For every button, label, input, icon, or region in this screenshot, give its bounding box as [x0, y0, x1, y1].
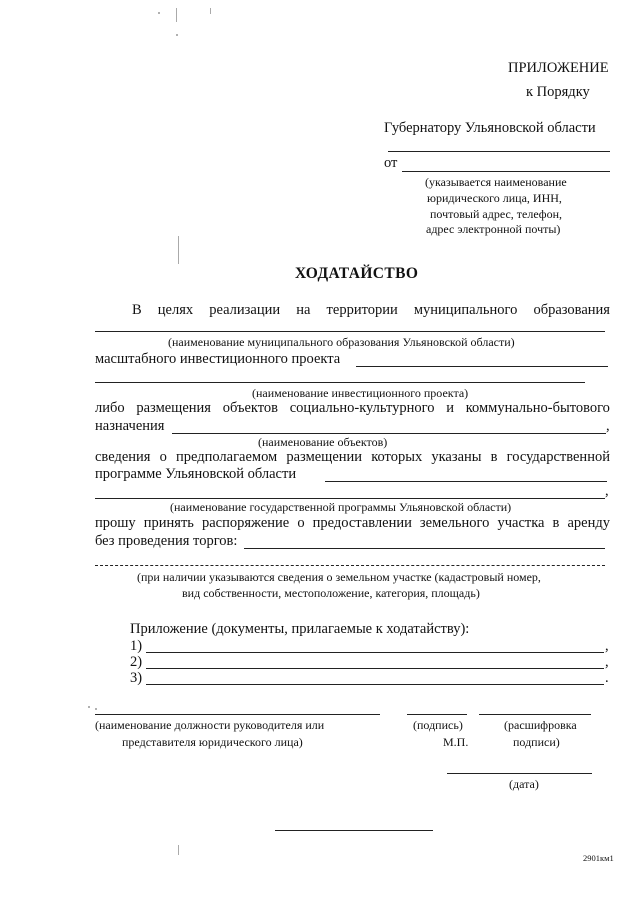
scan-mark	[178, 845, 179, 855]
date-hint: (дата)	[509, 777, 539, 791]
placement-word: размещения	[136, 400, 211, 416]
placement-label: назначения	[95, 418, 165, 434]
program-label: программе Ульяновской области	[95, 466, 297, 482]
position-line	[95, 714, 380, 715]
info-word: о	[159, 449, 167, 465]
program-line-1	[325, 481, 607, 482]
placement-word: социально-культурного	[289, 400, 435, 416]
document-code: 2901км1	[583, 853, 614, 863]
placement-word: и	[446, 400, 454, 416]
land-hint-1: (при наличии указываются сведения о земельном участке (кадастровый номер,	[137, 570, 541, 584]
comma: ,	[605, 654, 609, 670]
request-word: принять	[143, 515, 194, 531]
stamp-label: М.П.	[443, 735, 469, 749]
scan-mark	[178, 236, 179, 264]
request-line	[95, 515, 610, 532]
from-label: от	[384, 155, 398, 171]
attachment-line-2	[146, 668, 604, 669]
project-line-2	[95, 382, 585, 383]
request-word: прошу	[95, 515, 136, 531]
project-hint: (наименование инвестиционного проекта)	[252, 386, 469, 400]
attachment-item-2: 2)	[130, 654, 143, 670]
info-word: государственной	[506, 449, 610, 465]
land-line-2	[95, 565, 605, 566]
project-label: масштабного инвестиционного проекта	[95, 351, 341, 367]
info-line	[95, 449, 610, 466]
request-word: участка	[497, 515, 545, 531]
attachment-item-1: 1)	[130, 638, 143, 654]
scan-mark	[210, 8, 211, 14]
decode-hint-2: подписи)	[513, 735, 560, 749]
request-word: земельного	[419, 515, 490, 531]
scan-mark	[95, 708, 97, 710]
position-hint-2: представителя юридического лица)	[122, 735, 303, 749]
info-word: предполагаемом	[175, 449, 278, 465]
scan-mark	[176, 34, 178, 36]
request-word: распоряжение	[201, 515, 290, 531]
attachments-heading: Приложение (документы, прилагаемые к ходатайству):	[130, 621, 470, 637]
period: .	[605, 670, 609, 686]
position-hint-1: (наименование должности руководителя или	[95, 718, 325, 732]
comma: ,	[606, 418, 610, 434]
land-line-1	[244, 548, 605, 549]
attachment-item-3: 3)	[130, 670, 143, 686]
intro-word: на	[296, 302, 311, 318]
intro-word: образования	[533, 302, 610, 318]
comma: ,	[605, 483, 609, 499]
appendix-label: ПРИЛОЖЕНИЕ	[508, 60, 609, 76]
program-hint: (наименование государственной программы Ульяновской области)	[170, 500, 512, 514]
info-word: сведения	[95, 449, 151, 465]
from-hint-4: адрес электронной почты)	[426, 222, 561, 236]
from-line	[402, 171, 610, 172]
project-line-1	[356, 366, 608, 367]
request-word: о	[297, 515, 305, 531]
scan-mark	[176, 8, 177, 22]
from-hint-3: почтовый адрес, телефон,	[430, 207, 562, 221]
bottom-separator	[275, 830, 433, 831]
sign-line	[407, 714, 467, 715]
info-word: в	[490, 449, 498, 465]
scan-mark	[158, 12, 160, 14]
from-hint-1: (указывается наименование	[425, 175, 567, 189]
intro-word: В	[132, 302, 142, 318]
comma: ,	[605, 638, 609, 654]
placement-word: либо	[95, 400, 125, 416]
intro-word: территории	[326, 302, 398, 318]
date-line	[447, 773, 592, 774]
objects-hint: (наименование объектов)	[258, 435, 388, 449]
decode-line	[479, 714, 591, 715]
intro-word: реализации	[209, 302, 281, 318]
request-word: аренду	[567, 515, 610, 531]
addressee-label: Губернатору Ульяновской области	[384, 120, 596, 136]
attachment-line-3	[146, 684, 604, 685]
request-label: без проведения торгов:	[95, 533, 238, 549]
intro-line	[132, 302, 610, 319]
placement-word: коммунально-бытового	[465, 400, 610, 416]
municipality-hint: (наименование муниципального образования Ульяновской области)	[168, 335, 515, 349]
placement-line	[95, 400, 610, 417]
decode-hint-1: (расшифровка	[504, 718, 577, 732]
sign-hint: (подпись)	[413, 718, 463, 732]
attachment-line-1	[146, 652, 604, 653]
addressee-line	[388, 151, 610, 152]
info-word: которых	[371, 449, 423, 465]
scan-mark	[88, 706, 90, 708]
document-title: ХОДАТАЙСТВО	[295, 265, 419, 282]
request-word: в	[552, 515, 560, 531]
from-hint-2: юридического лица, ИНН,	[427, 191, 562, 205]
info-word: размещении	[286, 449, 363, 465]
land-hint-2: вид собственности, местоположение, категория, площадь)	[182, 586, 480, 600]
procedure-label: к Порядку	[526, 84, 590, 100]
request-word: предоставлении	[312, 515, 412, 531]
intro-word: муниципального	[413, 302, 518, 318]
municipality-line	[95, 331, 605, 332]
program-line-2	[95, 498, 605, 499]
objects-line	[172, 433, 606, 434]
info-word: указаны	[431, 449, 482, 465]
intro-word: целях	[157, 302, 194, 318]
placement-word: объектов	[222, 400, 279, 416]
